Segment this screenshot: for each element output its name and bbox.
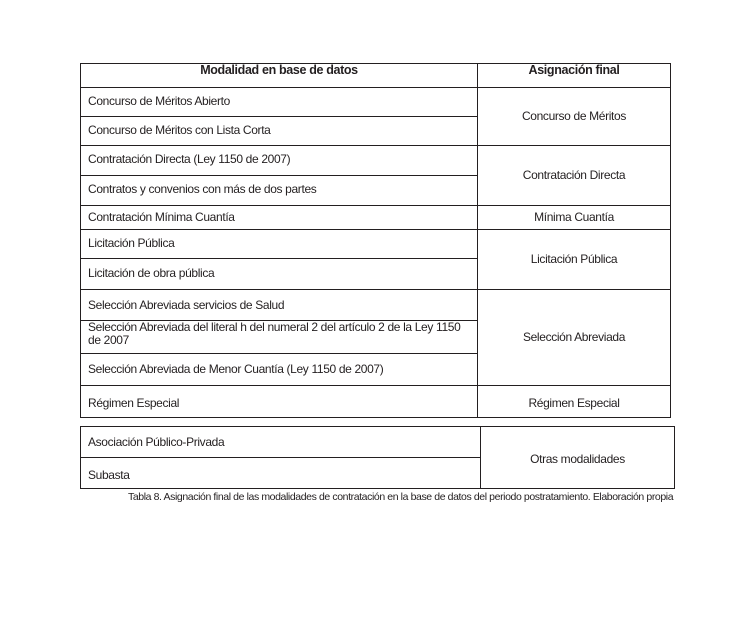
asignacion-cell: Selección Abreviada xyxy=(522,330,626,344)
subrow-divider xyxy=(80,258,477,259)
subrow-divider xyxy=(80,353,477,354)
row-divider xyxy=(80,385,671,386)
subrow-divider xyxy=(80,116,477,117)
modalidad-cell: Subasta xyxy=(88,468,130,482)
row-divider xyxy=(80,145,671,146)
row-divider xyxy=(80,289,671,290)
asignacion-cell: Concurso de Méritos xyxy=(521,109,627,123)
modalidad-cell: Régimen Especial xyxy=(88,396,180,410)
modalidad-cell: Licitación Pública xyxy=(88,236,175,250)
asignacion-cell: Otras modalidades xyxy=(530,452,625,466)
row-divider xyxy=(80,87,671,88)
modalidad-cell: Selección Abreviada de Menor Cuantía (Ley 1150 de 2007) xyxy=(88,362,384,376)
column-header-modalidad: Modalidad en base de datos xyxy=(200,63,358,77)
modalidad-cell: Contratos y convenios con más de dos partes xyxy=(88,182,317,196)
modalidad-cell: Selección Abreviada servicios de Salud xyxy=(88,298,285,312)
subrow-divider xyxy=(80,457,480,458)
modalidad-cell: Selección Abreviada del literal h del numeral 2 del artículo 2 de la Ley 1150 de 2007 xyxy=(88,320,461,347)
modalidad-cell: Contratación Directa (Ley 1150 de 2007) xyxy=(88,152,291,166)
asignacion-cell: Licitación Pública xyxy=(530,252,618,266)
asignacion-cell: Contratación Directa xyxy=(522,168,626,182)
row-divider xyxy=(80,229,671,230)
subrow-divider xyxy=(80,175,477,176)
modalidad-cell: Contratación Mínima Cuantía xyxy=(88,210,235,224)
asignacion-cell: Mínima Cuantía xyxy=(534,210,614,224)
column-header-asignacion: Asignación final xyxy=(528,63,620,77)
modalidad-cell: Concurso de Méritos Abierto xyxy=(88,94,230,108)
row-divider xyxy=(80,205,671,206)
modalidad-cell: Licitación de obra pública xyxy=(88,266,215,280)
modalidad-cell: Asociación Público-Privada xyxy=(88,435,225,449)
modalidad-cell: Concurso de Méritos con Lista Corta xyxy=(88,123,271,137)
asignacion-cell: Régimen Especial xyxy=(528,396,620,410)
table-caption: Tabla 8. Asignación final de las modalidades de contratación en la base de datos del periodo postratamiento. Elaboración propia xyxy=(128,491,674,503)
